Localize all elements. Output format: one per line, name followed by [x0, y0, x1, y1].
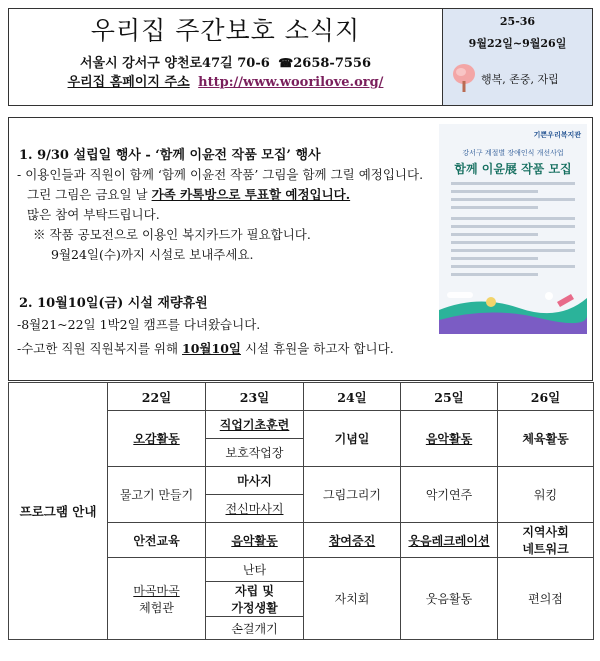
- section2-line2-tail: 시설 휴원을 하고자 합니다.: [240, 341, 394, 356]
- program-cell: 음악활동: [206, 523, 304, 558]
- program-cell-line: 지역사회: [522, 525, 569, 539]
- program-cell: 오감활동: [108, 411, 206, 467]
- program-cell: [206, 582, 304, 617]
- section1-note: ※ 작품 공모전으로 이용인 복지카드가 필요합니다.: [33, 227, 311, 242]
- program-cell: 물고기 만들기: [108, 467, 206, 523]
- address-line: [9, 55, 442, 72]
- issue-info: [443, 9, 592, 105]
- issue-number: 25-36: [499, 15, 536, 28]
- homepage-label: 우리집 홈페이지 주소: [67, 75, 190, 90]
- program-cell-line: 체험관: [139, 600, 174, 615]
- poster-subtitle: 강서구 계절별 장애인식 개선사업: [462, 149, 564, 157]
- tree-icon: [451, 63, 477, 93]
- poster-title: 함께 이윤展 작품 모집: [454, 162, 572, 176]
- program-cell: 전신마사지: [206, 495, 304, 523]
- program-cell: 손걸개기: [206, 617, 304, 640]
- program-cell: [498, 523, 594, 558]
- header-main: [9, 9, 443, 105]
- program-cell: 보호작업장: [206, 439, 304, 467]
- program-cell: 워킹: [498, 467, 594, 523]
- day-header: 24일: [304, 383, 401, 411]
- homepage-link[interactable]: http://www.woorilove.org/: [198, 75, 384, 90]
- program-label: 프로그램 안내: [9, 383, 108, 640]
- day-header: 25일: [401, 383, 498, 411]
- section1-line2-text: 그린 그림은 금요일 날: [27, 187, 152, 202]
- program-cell: 기념일: [304, 411, 401, 467]
- section1-line: - 이용인들과 직원이 함께 ‘함께 이윤전 작품’ 그림을 함께 그릴 예정입니다.: [17, 167, 424, 182]
- section2-line: -8월21~22일 1박2일 캠프를 다녀왔습니다.: [17, 317, 261, 332]
- phone-number: 2658-7556: [293, 56, 372, 71]
- program-cell-line: 네트워크: [522, 542, 569, 556]
- motto: 행복, 존중, 자립: [481, 73, 559, 86]
- homepage-line: [9, 74, 442, 92]
- section1-line: 많은 참여 부탁드립니다.: [27, 207, 160, 222]
- program-cell: 마사지: [206, 467, 304, 495]
- program-cell: 참여증진: [304, 523, 401, 558]
- telephone-icon: ☎: [278, 56, 294, 70]
- program-cell: [108, 558, 206, 640]
- issue-date-range: 9월22일~9월26일: [468, 37, 567, 50]
- exhibition-poster: [439, 124, 587, 334]
- section1-line: [27, 186, 350, 204]
- section2-title: 2. 10월10일(금) 시설 재량휴원: [19, 296, 208, 311]
- address: 서울시 강서구 양천로47길 70-6: [79, 56, 270, 71]
- section1-title: 1. 9/30 설립일 행사 - ‘함께 이윤전 작품 모집’ 행사: [19, 148, 321, 163]
- program-cell: 편의점: [498, 558, 594, 640]
- program-cell: 난타: [206, 558, 304, 582]
- program-cell-line: 마곡마곡: [133, 583, 180, 598]
- poster-illustration: [439, 288, 587, 334]
- program-cell: 그림그리기: [304, 467, 401, 523]
- day-header: 26일: [498, 383, 594, 411]
- program-cell-line: 가정생활: [231, 601, 278, 615]
- section2-line: [17, 340, 394, 358]
- program-cell: 체육활동: [498, 411, 594, 467]
- program-cell: 직업기초훈련: [206, 411, 304, 439]
- program-schedule: [8, 382, 594, 640]
- section1-note: 9월24일(수)까지 시설로 보내주세요.: [51, 247, 254, 262]
- vote-highlight: 가족 카톡방으로 투표할 예정입니다.: [151, 187, 351, 202]
- poster-body-text: [451, 182, 575, 281]
- program-cell: 안전교육: [108, 523, 206, 558]
- day-header: 23일: [206, 383, 304, 411]
- closure-date-highlight: 10월10일: [182, 341, 241, 356]
- program-cell: 음악활동: [401, 411, 498, 467]
- program-cell: 악기연주: [401, 467, 498, 523]
- program-cell: 자치회: [304, 558, 401, 640]
- section2-line2-text: -수고한 직원 직원복지를 위해: [17, 341, 183, 356]
- program-cell: 웃음활동: [401, 558, 498, 640]
- poster-logo: 기쁜우리복지관: [533, 131, 581, 139]
- program-cell-line: 자립 및: [235, 584, 274, 598]
- program-cell: 웃음레크레이션: [401, 523, 498, 558]
- newsletter-header: [8, 8, 593, 106]
- newsletter-title: 우리집 주간보호 소식지: [90, 16, 361, 45]
- day-header: 22일: [108, 383, 206, 411]
- news-section: [8, 117, 593, 381]
